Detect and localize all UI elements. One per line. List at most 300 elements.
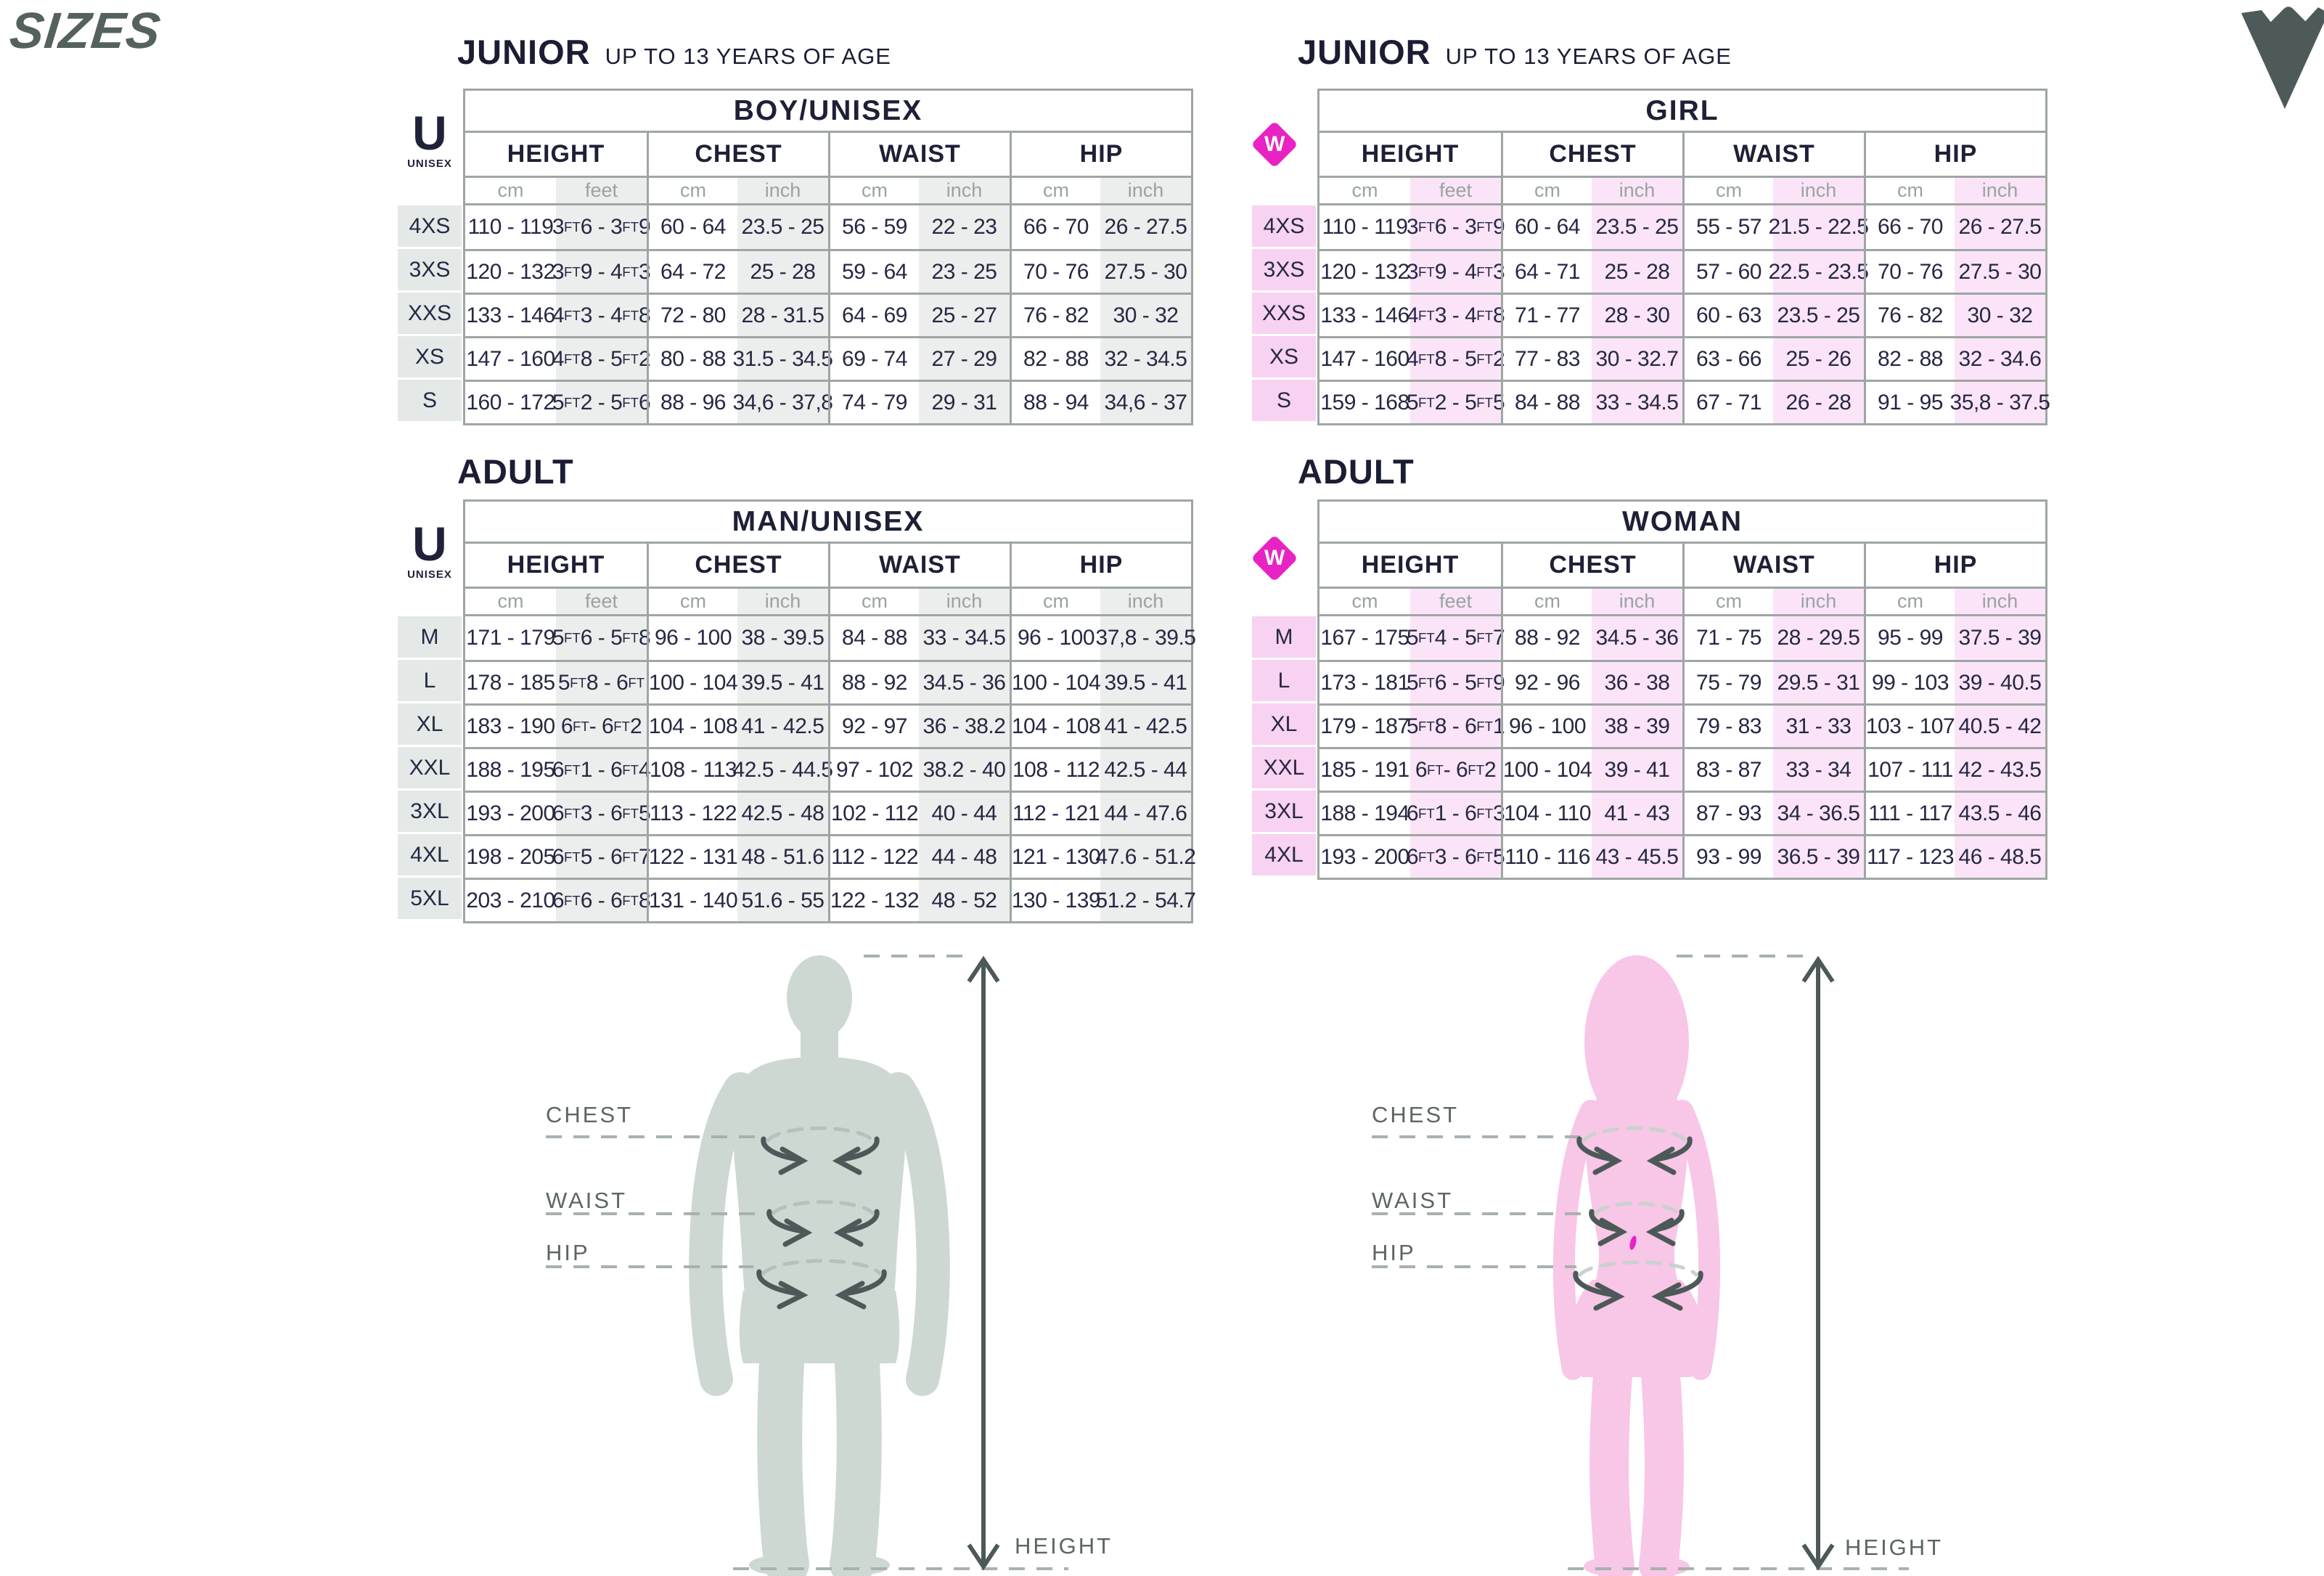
table-cell: 36 - 38.2	[919, 703, 1010, 747]
table-cell: 99 - 103	[1864, 660, 1955, 703]
unit-header: cm	[1319, 589, 1410, 616]
table-cell: 64 - 72	[647, 249, 737, 293]
brand-chevron-diamond-logo	[2199, 3, 2324, 112]
table-cell: 100 - 104	[1010, 660, 1100, 703]
woman-badge-diamond-icon	[1251, 534, 1298, 581]
man-silhouette-figure	[537, 950, 1089, 1576]
unit-header: feet	[1410, 178, 1501, 205]
size-row-label: 4XL	[398, 834, 462, 875]
size-row-label: 3XS	[1252, 249, 1316, 290]
table-cell: 193 - 200	[465, 791, 556, 834]
table-cell: 5 FT 4 - 5 FT 7	[1410, 616, 1501, 660]
column-group-header: HIP	[1864, 133, 2045, 178]
size-row-label: 4XL	[1252, 834, 1316, 875]
table-cell: 27 - 29	[919, 336, 1010, 380]
unit-header: inch	[1955, 178, 2045, 205]
table-cell: 133 - 146	[465, 293, 556, 336]
table-cell: 32 - 34.5	[1100, 336, 1191, 380]
height-arrow	[1804, 960, 1833, 1567]
table-cell: 96 - 100	[1501, 703, 1592, 747]
table-cell: 80 - 88	[647, 336, 737, 380]
table-cell: 131 - 140	[647, 878, 737, 921]
table-cell: 88 - 94	[1010, 380, 1100, 423]
table-cell: 30 - 32	[1100, 293, 1191, 336]
table-cell: 71 - 77	[1501, 293, 1592, 336]
size-row-label: 3XL	[398, 791, 462, 832]
size-row-label: XXL	[398, 747, 462, 788]
table-cell: 5 FT 6 - 5 FT 8	[556, 616, 647, 660]
table-cell: 70 - 76	[1010, 249, 1100, 293]
woman-badge-letter: W	[1264, 545, 1285, 570]
unit-header: cm	[1864, 178, 1955, 205]
column-group-header: HEIGHT	[1319, 133, 1501, 178]
table-cell: 173 - 181	[1319, 660, 1410, 703]
table-cell: 97 - 102	[828, 747, 919, 791]
table-cell: 179 - 187	[1319, 703, 1410, 747]
size-row-label: XS	[1252, 336, 1316, 377]
heading-text: ADULT	[1298, 452, 1415, 491]
unit-header: feet	[556, 589, 647, 616]
table-cell: 40.5 - 42	[1955, 703, 2045, 747]
size-row-label: 4XS	[398, 205, 462, 247]
table-cell: 36.5 - 39	[1773, 834, 1864, 878]
table-cell: 108 - 113	[647, 747, 737, 791]
column-group-header: CHEST	[647, 544, 828, 589]
unisex-u-icon: U	[412, 106, 447, 160]
table-cell: 84 - 88	[828, 616, 919, 660]
unit-header: inch	[1773, 589, 1864, 616]
column-group-header: WAIST	[828, 133, 1010, 178]
size-row-label: XXL	[1252, 747, 1316, 788]
table-cell: 46 - 48.5	[1955, 834, 2045, 878]
table-cell: 60 - 63	[1682, 293, 1773, 336]
table-cell: 32 - 34.6	[1955, 336, 2045, 380]
table-cell: 6 FT 3 - 6 FT 5	[1410, 834, 1501, 878]
unit-header: inch	[1592, 178, 1682, 205]
table-cell: 42.5 - 44	[1100, 747, 1191, 791]
man-waist-label: WAIST	[546, 1188, 628, 1213]
section-heading-junior-left	[457, 32, 891, 72]
unit-header: inch	[737, 178, 828, 205]
table-cell: 82 - 88	[1864, 336, 1955, 380]
subheading-text: UP TO 13 YEARS OF AGE	[1445, 44, 1732, 69]
unit-header: inch	[1592, 589, 1682, 616]
table-cell: 5 FT 8 - 6 FT 1	[1410, 703, 1501, 747]
size-row-label: XXS	[398, 293, 462, 334]
unit-header: cm	[465, 178, 556, 205]
heading-text: JUNIOR	[1298, 33, 1431, 71]
size-row-label: XL	[1252, 703, 1316, 745]
table-cell: 110 - 119	[1322, 215, 1408, 239]
table-cell: 96 - 100	[647, 616, 737, 660]
table-cell: 25 - 26	[1773, 336, 1864, 380]
table-cell: 6 FT - 6 FT 2	[1410, 747, 1501, 791]
table-cell: 34.5 - 36	[1592, 616, 1682, 660]
table-cell: 75 - 79	[1682, 660, 1773, 703]
woman-waist-label: WAIST	[1372, 1188, 1454, 1213]
unit-header: cm	[1319, 178, 1410, 205]
table-cell: 88 - 92	[828, 660, 919, 703]
table-cell: 76 - 82	[1864, 293, 1955, 336]
table-cell: 82 - 88	[1010, 336, 1100, 380]
table-cell: 41 - 43	[1592, 791, 1682, 834]
table-cell: 51.2 - 54.7	[1100, 878, 1191, 921]
table-cell: 198 - 205	[465, 834, 556, 878]
table-cell: 22.5 - 23.5	[1773, 249, 1864, 293]
table-cell: 4 FT 3 - 4 FT 8	[1410, 293, 1501, 336]
unit-header: cm	[1501, 178, 1592, 205]
table-cell: 43 - 45.5	[1592, 834, 1682, 878]
table-title: MAN/UNISEX	[465, 502, 1191, 544]
table-cell: 171 - 179	[466, 626, 555, 650]
table-cell: 92 - 97	[828, 703, 919, 747]
table-cell: 4 FT 8 - 5 FT 2	[1410, 336, 1501, 380]
table-cell: 23 - 25	[919, 249, 1010, 293]
table-cell: 37,8 - 39.5	[1100, 616, 1191, 660]
column-group-header: HIP	[1010, 133, 1191, 178]
table-cell: 3 FT 9 - 4 FT 3	[556, 249, 647, 293]
size-row-label: 3XL	[1252, 791, 1316, 832]
column-group-header: CHEST	[1501, 133, 1682, 178]
table-cell: 84 - 88	[1501, 380, 1592, 423]
man-hip-label: HIP	[546, 1240, 590, 1265]
table-cell: 69 - 74	[828, 336, 919, 380]
table-cell: 4 FT 3 - 4 FT 8	[556, 293, 647, 336]
table-cell: 39 - 40.5	[1955, 660, 2045, 703]
table-cell: 6 FT 3 - 6 FT 5	[556, 791, 647, 834]
table-cell: 33 - 34.5	[1592, 380, 1682, 423]
table-cell: 122 - 131	[647, 834, 737, 878]
table-title: BOY/UNISEX	[465, 91, 1191, 133]
table-cell: 107 - 111	[1864, 747, 1955, 791]
table-cell: 5 FT 2 - 5 FT 5	[1410, 380, 1501, 423]
table-cell: 34,6 - 37	[1100, 380, 1191, 423]
table-cell: 38 - 39	[1592, 703, 1682, 747]
size-row-label: 5XL	[398, 878, 462, 919]
unit-header: inch	[919, 178, 1010, 205]
size-row-label: S	[1252, 380, 1316, 421]
table-cell: 5 FT 6 - 5 FT 9	[1410, 660, 1501, 703]
woman-hip-label: HIP	[1372, 1240, 1416, 1265]
column-group-header: HEIGHT	[1319, 544, 1501, 589]
table-cell: 41 - 42.5	[1100, 703, 1191, 747]
table-cell: 88 - 92	[1501, 616, 1592, 660]
table-cell: 56 - 59	[828, 205, 919, 249]
table-cell: 93 - 99	[1682, 834, 1773, 878]
table-cell: 39.5 - 41	[737, 660, 828, 703]
table-cell: 44 - 47.6	[1100, 791, 1191, 834]
table-cell: 76 - 82	[1010, 293, 1100, 336]
table-cell: 34.5 - 36	[919, 660, 1010, 703]
heading-text: ADULT	[457, 452, 574, 491]
size-label-column	[1252, 616, 1316, 878]
table-cell: 51.6 - 55	[737, 878, 828, 921]
table-cell: 6 FT 1 - 6 FT 3	[1410, 791, 1501, 834]
size-row-label: M	[398, 616, 462, 658]
size-row-label: S	[398, 380, 462, 421]
unisex-u-icon: U	[412, 517, 447, 571]
size-row-label: 4XS	[1252, 205, 1316, 247]
table-cell: 159 - 168	[1319, 380, 1410, 423]
table-cell: 6 FT 6 - 6 FT 8	[556, 878, 647, 921]
table-cell: 38.2 - 40	[919, 747, 1010, 791]
table-cell: 34 - 36.5	[1773, 791, 1864, 834]
table-cell: 48 - 51.6	[737, 834, 828, 878]
table-cell: 110 - 116	[1501, 834, 1592, 878]
table-cell: 111 - 117	[1864, 791, 1955, 834]
table-cell: 113 - 122	[647, 791, 737, 834]
table-cell: 77 - 83	[1501, 336, 1592, 380]
table-cell: 31 - 33	[1773, 703, 1864, 747]
unisex-badge-label: UNISEX	[407, 568, 452, 581]
table-cell: 42 - 43.5	[1955, 747, 2045, 791]
table-cell: 120 - 132	[465, 249, 556, 293]
table-cell: 22 - 23	[919, 205, 1010, 249]
table-cell: 117 - 123	[1864, 834, 1955, 878]
column-group-header: HIP	[1864, 544, 2045, 589]
table-cell: 41 - 42.5	[737, 703, 828, 747]
unit-header: inch	[1100, 589, 1191, 616]
unit-header: cm	[1682, 178, 1773, 205]
page-title: SIZES	[7, 2, 164, 59]
table-cell: 67 - 71	[1682, 380, 1773, 423]
table-cell: 48 - 52	[919, 878, 1010, 921]
table-cell: 70 - 76	[1864, 249, 1955, 293]
table-cell: 6 FT 5 - 6 FT 7	[556, 834, 647, 878]
table-cell: 185 - 191	[1319, 747, 1410, 791]
table-cell: 6 FT 1 - 6 FT 4	[556, 747, 647, 791]
table-cell: 27.5 - 30	[1955, 249, 2045, 293]
table-cell: 60 - 64	[1501, 205, 1592, 249]
woman-silhouette-figure	[1364, 950, 1923, 1576]
table-cell: 26 - 27.5	[1955, 205, 2045, 249]
table-cell: 193 - 200	[1319, 834, 1410, 878]
table-cell: 66 - 70	[1010, 205, 1100, 249]
man-height-label: HEIGHT	[1015, 1533, 1113, 1559]
unit-header: inch	[1773, 178, 1864, 205]
table-cell: 203 - 210	[465, 878, 556, 921]
table-cell: 63 - 66	[1682, 336, 1773, 380]
table-cell: 3 FT 9 - 4 FT 3	[1410, 249, 1501, 293]
table-cell: 120 - 132	[1319, 249, 1410, 293]
table-cell: 43.5 - 46	[1955, 791, 2045, 834]
unit-header: inch	[919, 589, 1010, 616]
table-cell: 71 - 75	[1682, 616, 1773, 660]
column-group-header: HIP	[1010, 544, 1191, 589]
table-cell: 25 - 28	[1592, 249, 1682, 293]
table-cell: 28 - 31.5	[737, 293, 828, 336]
unit-header: feet	[556, 178, 647, 205]
table-cell: 121 - 130	[1010, 834, 1100, 878]
woman-height-label: HEIGHT	[1845, 1535, 1944, 1560]
table-cell: 33 - 34	[1773, 747, 1864, 791]
table-cell: 29 - 31	[919, 380, 1010, 423]
table-cell: 64 - 71	[1501, 249, 1592, 293]
woman-badge-diamond-icon	[1251, 121, 1298, 168]
table-cell: 5 FT 2 - 5 FT 6	[556, 380, 647, 423]
table-cell: 92 - 96	[1501, 660, 1592, 703]
size-row-label: XS	[398, 336, 462, 377]
table-cell: 183 - 190	[465, 703, 556, 747]
size-grid	[1317, 499, 2047, 880]
table-cell: 26 - 28	[1773, 380, 1864, 423]
table-cell: 34,6 - 37,8	[737, 380, 828, 423]
table-cell: 59 - 64	[828, 249, 919, 293]
size-grid	[463, 499, 1196, 923]
table-cell: 25 - 27	[919, 293, 1010, 336]
table-cell: 110 - 119	[467, 215, 554, 239]
table-cell: 39.5 - 41	[1100, 660, 1191, 703]
size-row-label: L	[1252, 660, 1316, 701]
table-title: WOMAN	[1319, 502, 2045, 544]
table-cell: 147 - 160	[1319, 336, 1410, 380]
table-cell: 39 - 41	[1592, 747, 1682, 791]
table-cell: 100 - 104	[1501, 747, 1592, 791]
table-cell: 4 FT 8 - 5 FT 2	[556, 336, 647, 380]
table-cell: 36 - 38	[1592, 660, 1682, 703]
table-cell: 38 - 39.5	[737, 616, 828, 660]
table-cell: 31.5 - 34.5	[737, 336, 828, 380]
unit-header: inch	[737, 589, 828, 616]
woman-badge-letter: W	[1264, 131, 1285, 156]
table-cell: 188 - 194	[1319, 791, 1410, 834]
size-row-label: XL	[398, 703, 462, 745]
table-cell: 133 - 146	[1319, 293, 1410, 336]
table-cell: 33 - 34.5	[919, 616, 1010, 660]
section-heading-adult-left	[457, 452, 574, 491]
table-cell: 160 - 172	[465, 380, 556, 423]
woman-silhouette	[1564, 955, 1709, 1575]
table-cell: 57 - 60	[1682, 249, 1773, 293]
table-cell: 3 FT 6 - 3 FT 9	[556, 205, 647, 249]
table-cell: 88 - 96	[647, 380, 737, 423]
table-cell: 42.5 - 48	[737, 791, 828, 834]
table-cell: 25 - 28	[737, 249, 828, 293]
table-cell: 112 - 122	[828, 834, 919, 878]
unit-header: cm	[1010, 178, 1100, 205]
table-cell: 42.5 - 44.5	[737, 747, 828, 791]
unit-header: cm	[1682, 589, 1773, 616]
woman-chest-label: CHEST	[1372, 1102, 1460, 1127]
unit-header: cm	[1864, 589, 1955, 616]
unit-header: inch	[1955, 589, 2045, 616]
table-cell: 130 - 139	[1010, 878, 1100, 921]
table-cell: 29.5 - 31	[1773, 660, 1864, 703]
unit-header: inch	[1100, 178, 1191, 205]
unit-header: cm	[647, 178, 737, 205]
table-cell: 112 - 121	[1010, 791, 1100, 834]
column-group-header: HEIGHT	[465, 133, 647, 178]
table-cell: 79 - 83	[1682, 703, 1773, 747]
table-cell: 104 - 108	[1010, 703, 1100, 747]
table-cell: 26 - 27.5	[1100, 205, 1191, 249]
table-cell: 96 - 100	[1010, 616, 1100, 660]
table-cell: 37.5 - 39	[1955, 616, 2045, 660]
table-cell: 104 - 110	[1501, 791, 1592, 834]
table-cell: 91 - 95	[1864, 380, 1955, 423]
table-cell: 30 - 32	[1955, 293, 2045, 336]
unisex-badge	[398, 106, 462, 170]
man-silhouette	[705, 955, 933, 1575]
table-cell: 95 - 99	[1864, 616, 1955, 660]
table-cell: 28 - 29.5	[1773, 616, 1864, 660]
unit-header: cm	[1501, 589, 1592, 616]
section-heading-adult-right	[1298, 452, 1415, 491]
size-label-column	[1252, 205, 1316, 423]
unit-header: feet	[1410, 589, 1501, 616]
size-row-label: XXS	[1252, 293, 1316, 334]
table-cell: 100 - 104	[647, 660, 737, 703]
table-cell: 147 - 160	[465, 336, 556, 380]
column-group-header: WAIST	[828, 544, 1010, 589]
table-cell: 74 - 79	[828, 380, 919, 423]
column-group-header: WAIST	[1682, 544, 1864, 589]
size-label-column	[398, 616, 462, 921]
size-row-label: 3XS	[398, 249, 462, 290]
table-cell: 47.6 - 51.2	[1100, 834, 1191, 878]
size-row-label: M	[1252, 616, 1316, 658]
table-cell: 64 - 69	[828, 293, 919, 336]
table-cell: 102 - 112	[828, 791, 919, 834]
table-cell: 188 - 195	[465, 747, 556, 791]
man-chest-label: CHEST	[546, 1102, 634, 1127]
table-cell: 40 - 44	[919, 791, 1010, 834]
unit-header: cm	[647, 589, 737, 616]
table-cell: 122 - 132	[828, 878, 919, 921]
column-group-header: WAIST	[1682, 133, 1864, 178]
height-arrow	[969, 960, 998, 1567]
column-group-header: HEIGHT	[465, 544, 647, 589]
size-label-column	[398, 205, 462, 423]
table-cell: 83 - 87	[1682, 747, 1773, 791]
table-cell: 55 - 57	[1682, 205, 1773, 249]
unit-header: cm	[465, 589, 556, 616]
table-cell: 23.5 - 25	[1592, 205, 1682, 249]
table-cell: 87 - 93	[1682, 791, 1773, 834]
unisex-badge-label: UNISEX	[407, 157, 452, 170]
table-cell: 104 - 108	[647, 703, 737, 747]
unit-header: cm	[828, 589, 919, 616]
table-cell: 23.5 - 25	[737, 205, 828, 249]
table-cell: 23.5 - 25	[1773, 293, 1864, 336]
table-cell: 108 - 112	[1010, 747, 1100, 791]
table-cell: 3 FT 6 - 3 FT 9	[1410, 205, 1501, 249]
table-cell: 60 - 64	[647, 205, 737, 249]
unit-header: cm	[828, 178, 919, 205]
subheading-text: UP TO 13 YEARS OF AGE	[605, 44, 891, 69]
table-cell: 21.5 - 22.5	[1773, 205, 1864, 249]
table-cell: 66 - 70	[1864, 205, 1955, 249]
table-cell: 103 - 107	[1864, 703, 1955, 747]
table-cell: 167 - 175	[1320, 626, 1409, 650]
section-heading-junior-right	[1298, 32, 1732, 72]
table-cell: 72 - 80	[647, 293, 737, 336]
table-cell: 28 - 30	[1592, 293, 1682, 336]
size-grid	[463, 89, 1193, 425]
table-cell: 35,8 - 37.5	[1955, 380, 2045, 423]
table-cell: 27.5 - 30	[1100, 249, 1191, 293]
size-grid	[1317, 89, 2050, 425]
heading-text: JUNIOR	[457, 33, 591, 71]
unisex-badge	[398, 517, 462, 581]
unit-header: cm	[1010, 589, 1100, 616]
column-group-header: CHEST	[647, 133, 828, 178]
table-cell: 178 - 185	[465, 660, 556, 703]
table-cell: 5 FT 8 - 6 FT	[556, 660, 647, 703]
table-title: GIRL	[1319, 91, 2045, 133]
size-row-label: L	[398, 660, 462, 701]
table-cell: 6 FT - 6 FT 2	[556, 703, 647, 747]
